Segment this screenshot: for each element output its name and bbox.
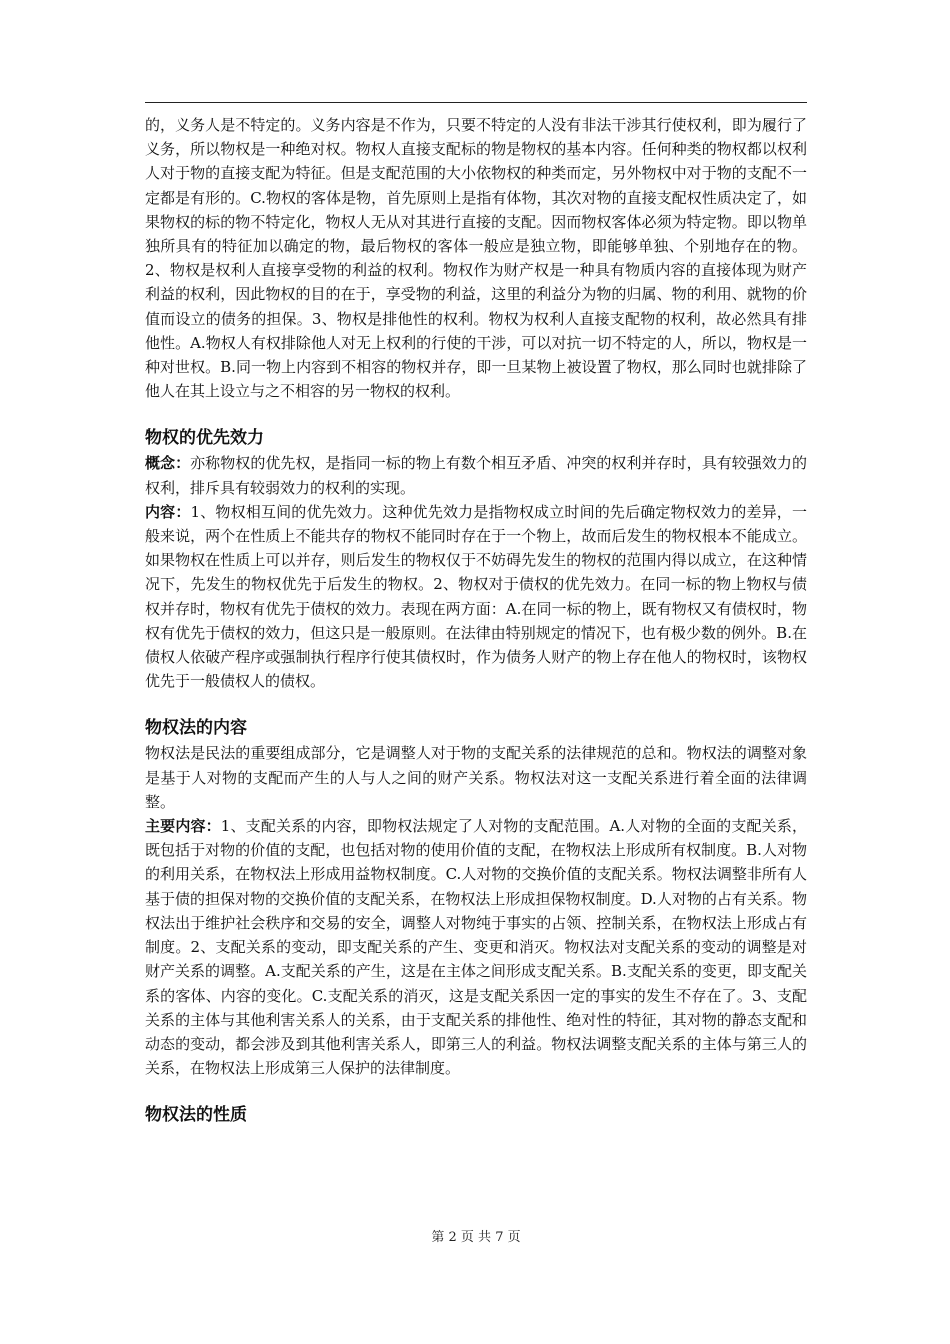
paragraph-main-content bbox=[145, 814, 807, 1080]
paragraph-concept bbox=[145, 451, 807, 499]
paragraph-content bbox=[145, 500, 807, 694]
main-content-text: 1、支配关系的内容，即物权法规定了人对物的支配范围。A.人对物的全面的支配关系，既包括于对物的价值的支配，也包括对物的使用价值的支配，在物权法上形成所有权制度。B.人对物的利用关系，在物权法上形成用益物权制度。C.人对物的交换价值的支配关系。物权法调整非所有人基于债的担保对物的交换价值的支配关系，在物权法上形成担保物权制度。D.人对物的占有关系。物权法出于维护社会秩序和交易的安全，调整人对物纯于事实的占领、控制关系，在物权法上形成占有制度。2、支配关系的变动，即支配关系的产生、变更和消灭。物权法对支配关系的变动的调整是对财产关系的调整。A.支配关系的产生，这是在主体之间形成支配关系。B.支配关系的变更，即支配关系的客体、内容的变化。C.支配关系的消灭，这是支配关系因一定的事实的发生不存在了。3、支配关系的主体与其他利害关系人的关系，由于支配关系的排他性、绝对性的特征，其对物的静态支配和动态的变动，都会涉及到其他利害关系人，即第三人的利益。物权法调整支配关系的主体与第三人的关系，在物权法上形成第三人保护的法律制度。 bbox=[145, 817, 807, 1078]
document-page bbox=[145, 0, 807, 1344]
content-text: 1、物权相互间的优先效力。这种优先效力是指物权成立时间的先后确定物权效力的差异，一般来说，两个在性质上不能共存的物权不能同时存在于一个物上，故而后发生的物权根本不能成立。如果物权在性质上可以并存，则后发生的物权仅于不妨碍先发生的物权的范围内得以成立，在这种情况下，先发生的物权优先于后发生的物权。2、物权对于债权的优先效力。在同一标的物上物权与债权并存时，物权有优先于债权的效力。表现在两方面：A.在同一标的物上，既有物权又有债权时，物权有优先于债权的效力，但这只是一般原则。在法律由特别规定的情况下，也有极少数的例外。B.在债权人依破产程序或强制执行程序行使其债权时，作为债务人财产的物上存在他人的物权时，该物权优先于一般债权人的债权。 bbox=[145, 502, 807, 691]
section-heading-law-content: 物权法的内容 bbox=[145, 718, 247, 739]
header-rule bbox=[145, 102, 807, 103]
main-content-label: 主要内容： bbox=[145, 817, 221, 836]
page-number-footer: 第 2 页 共 7 页 bbox=[431, 1230, 521, 1245]
section-heading-priority-effect: 物权的优先效力 bbox=[145, 428, 264, 449]
paragraph-law-intro: 物权法是民法的重要组成部分，它是调整人对于物的支配关系的法律规范的总和。物权法的调整对象是基于人对物的支配而产生的人与人之间的财产关系。物权法对这一支配关系进行着全面的法律调整。 bbox=[145, 744, 807, 811]
section-heading-law-nature: 物权法的性质 bbox=[145, 1105, 247, 1126]
paragraph-continued: 的，义务人是不特定的。义务内容是不作为，只要不特定的人没有非法干涉其行使权利，即为履行了义务，所以物权是一种绝对权。物权人直接支配标的物是物权的基本内容。任何种类的物权都以权利人对于物的直接支配为特征。但是支配范围的大小依物权的种类而定，另外物权中对于物的支配不一定都是有形的。C.物权的客体是物，首先原则上是指有体物，其次对物的直接支配权性质决定了，如果物权的标的物不特定化，物权人无从对其进行直接的支配。因而物权客体必须为特定物。即以物单独所具有的特征加以确定的物，最后物权的客体一般应是独立物，即能够单独、个别地存在的物。2、物权是权利人直接享受物的利益的权利。物权作为财产权是一种具有物质内容的直接体现为财产利益的权利，因此物权的目的在于，享受物的利益，这里的利益分为物的归属、物的利用、就物的价值而设立的债务的担保。3、物权是排他性的权利。物权为权利人直接支配物的权利，故必然具有排他性。A.物权人有权排除他人对无上权利的行使的干涉，可以对抗一切不特定的人，所以，物权是一种对世权。B.同一物上内容到不相容的物权并存，即一旦某物上被设置了物权，那么同时也就排除了他人在其上设立与之不相容的另一物权的权利。 bbox=[145, 116, 807, 401]
page-content bbox=[145, 113, 807, 1127]
content-label: 内容： bbox=[145, 502, 191, 521]
concept-label: 概念： bbox=[145, 454, 191, 473]
concept-text: 亦称物权的优先权，是指同一标的物上有数个相互矛盾、冲突的权利并存时，具有较强效力的权利，排斥具有较弱效力的权利的实现。 bbox=[145, 454, 807, 497]
